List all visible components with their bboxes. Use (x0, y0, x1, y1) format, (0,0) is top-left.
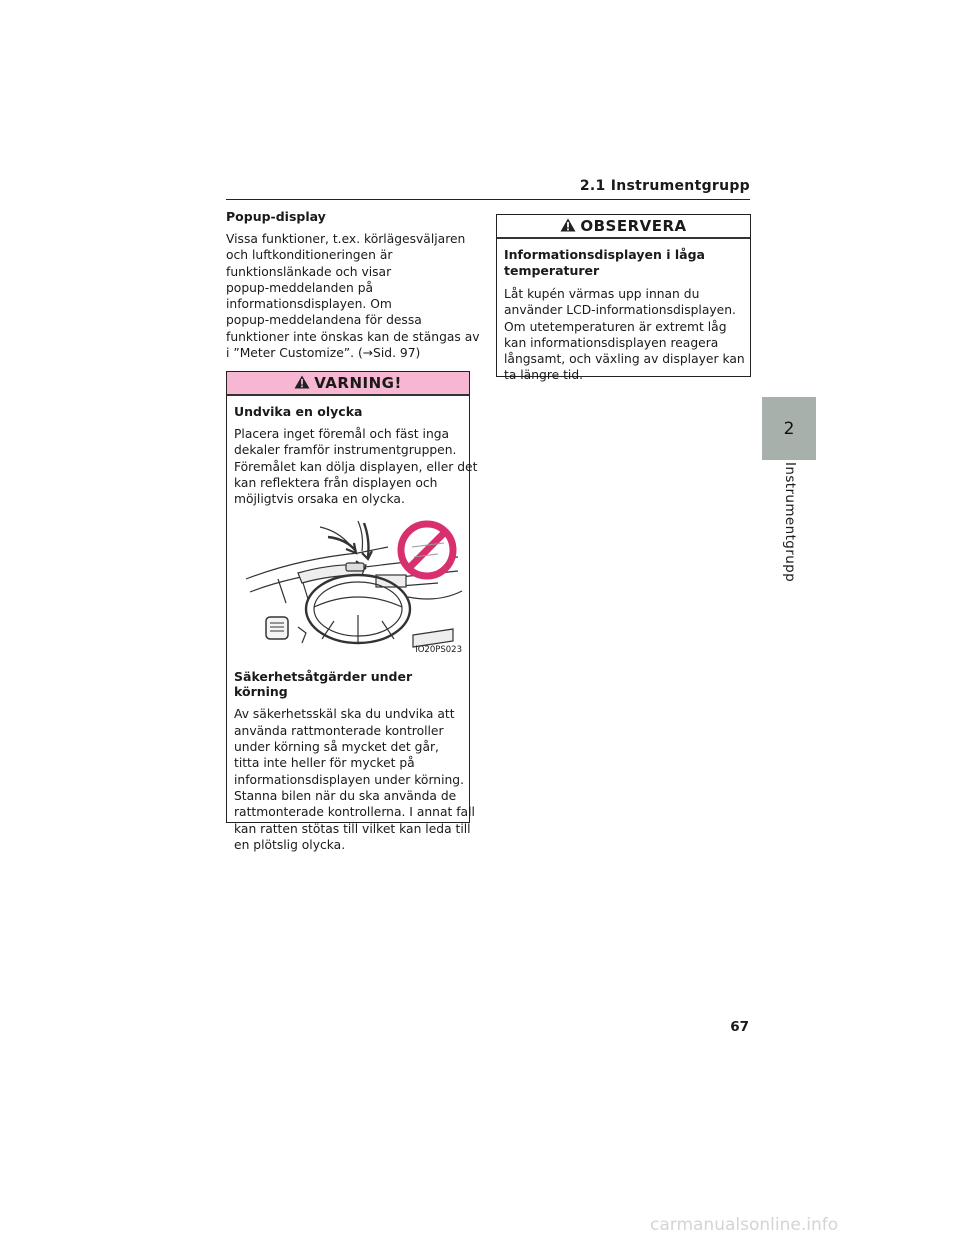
text-line: funktioner inte önskas kan de stängas av (226, 329, 480, 344)
text-line: en plötslig olycka. (234, 837, 346, 852)
text-line: under körning så mycket det går, (234, 740, 439, 755)
text-line: Av säkerhetsskäl ska du undvika att (234, 707, 455, 722)
header-rule (226, 199, 750, 200)
text-line: Placera inget föremål och fäst inga (234, 427, 450, 441)
text-line: informationsdisplayen under körning. (234, 772, 464, 787)
heading-line: temperaturer (504, 263, 600, 278)
text-line: och luftkonditioneringen är (226, 248, 393, 263)
popup-display-heading: Popup-display (226, 209, 326, 224)
text-line: dekaler framför instrumentgruppen. (234, 443, 457, 458)
text-line: Låt kupén värmas upp innan du (504, 287, 700, 301)
warning-title: VARNING! (314, 374, 402, 392)
text-line: möjligtvis orsaka en olycka. (234, 492, 405, 507)
chapter-number: 2 (783, 418, 795, 439)
prohibit-icon (401, 524, 453, 576)
text-line: titta inte heller för mycket på (234, 756, 415, 771)
low-temp-text (504, 286, 743, 384)
notice-title: OBSERVERA (580, 217, 687, 235)
notice-header (497, 215, 750, 239)
avoid-accident-heading: Undvika en olycka (234, 404, 363, 419)
text-line: popup-meddelandena för dessa (226, 313, 422, 328)
avoid-accident-text (234, 426, 478, 507)
driving-safety-heading: Säkerhetsåtgärder under körning (234, 669, 413, 700)
notice-box (496, 214, 751, 383)
popup-display-text (226, 231, 480, 361)
chapter-label: Instrumentgrupp (782, 462, 798, 583)
warning-header (227, 372, 469, 396)
page-link[interactable]: i ”Meter Customize”. (→Sid. 97) (226, 346, 421, 361)
warning-box (226, 371, 478, 852)
illustration-code: IO20PS023 (415, 645, 462, 656)
heading-line: Informationsdisplayen i låga (504, 247, 705, 262)
page-number: 67 (730, 1019, 749, 1035)
text-line: ta längre tid. (504, 368, 584, 383)
text-line: informationsdisplayen. Om (226, 297, 392, 312)
text-line: använda rattmonterade kontroller (234, 723, 444, 738)
text-line: Föremålet kan dölja displayen, eller det (234, 459, 478, 474)
dashboard-illustration (238, 517, 470, 657)
text-line: använder LCD-informationsdisplayen. (504, 303, 736, 318)
text-line: Vissa funktioner, t.ex. körlägesväljaren (226, 232, 466, 246)
text-line: Om utetemperaturen är extremt låg (504, 319, 727, 334)
popup-display-section (226, 209, 480, 361)
text-line: långsamt, och växling av displayer kan (504, 352, 745, 367)
text-line: kan ratten stötas till vilket kan leda till (234, 821, 471, 836)
text-line: kan informationsdisplayen reagera (504, 335, 719, 350)
low-temp-heading (504, 247, 743, 279)
driving-safety-text (234, 706, 475, 853)
warning-triangle-icon (294, 374, 310, 393)
text-line: popup-meddelanden på (226, 280, 374, 295)
text-line: funktionslänkade och visar (226, 264, 392, 279)
chapter-tab[interactable] (762, 397, 816, 460)
text-line: kan reflektera från displayen och (234, 475, 438, 490)
text-line: Stanna bilen när du ska använda de (234, 788, 457, 803)
notice-triangle-icon (560, 217, 576, 236)
watermark: carmanualsonline.info (650, 1215, 839, 1235)
text-line: rattmonterade kontrollerna. I annat fall (234, 805, 475, 820)
section-header-title: 2.1 Instrumentgrupp (579, 178, 750, 194)
